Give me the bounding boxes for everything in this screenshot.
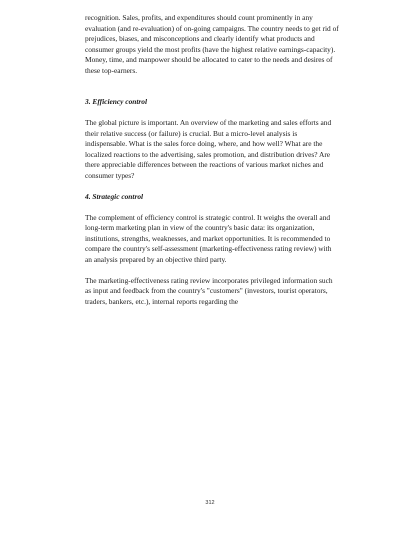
paragraph-strategic-control: The complement of efficiency control is strategic control. It weighs the overall and long-term marketing plan in view of the country's basic data: its organization, institutions, strengths, weaknesses, and market opportunities. It is recommended to compare the country's self-assessment (marketing-effectiveness rating review) with an analysis prepared by an objective third party. [85,212,332,264]
paragraph-rating-review: The marketing-effectiveness rating review incorporates privileged information such as input and feedback from the country's "customers" (investors, tourist operators, traders, bankers, etc.), internal reports regarding the [85,275,333,306]
spacer [85,108,340,119]
document-page [85,13,340,307]
section-heading-strategic-control: 4. Strategic control [85,191,144,201]
section-heading-efficiency-control: 3. Efficiency control [85,97,148,106]
spacer [85,265,340,276]
page-number: 312 [205,500,215,506]
spacer [85,181,340,192]
spacer [85,76,340,97]
paragraph-sales-profits: recognition. Sales, profits, and expenditures should count prominently in any evaluation (and re-evaluation) of on-going campaigns. The country needs to get rid of prejudices, biases, and misconceptions and clearly identify what products and consumer groups yield the most profits (have the highest relative earnings-capacity). Money, time, and manpower should be allocated to cater to the needs and desires of these top-earners. [85,13,339,75]
spacer [85,202,340,213]
paragraph-global-picture: The global picture is important. An overview of the marketing and sales efforts and their relative success (or failure) is crucial. But a micro-level analysis is indispensable. What is the sales force doing, where, and how well? What are the localized reactions to the advertising, sales promotion, and distribution drives? Are there appreciable differences between the reactions of various market niches and consumer types? [85,118,332,180]
